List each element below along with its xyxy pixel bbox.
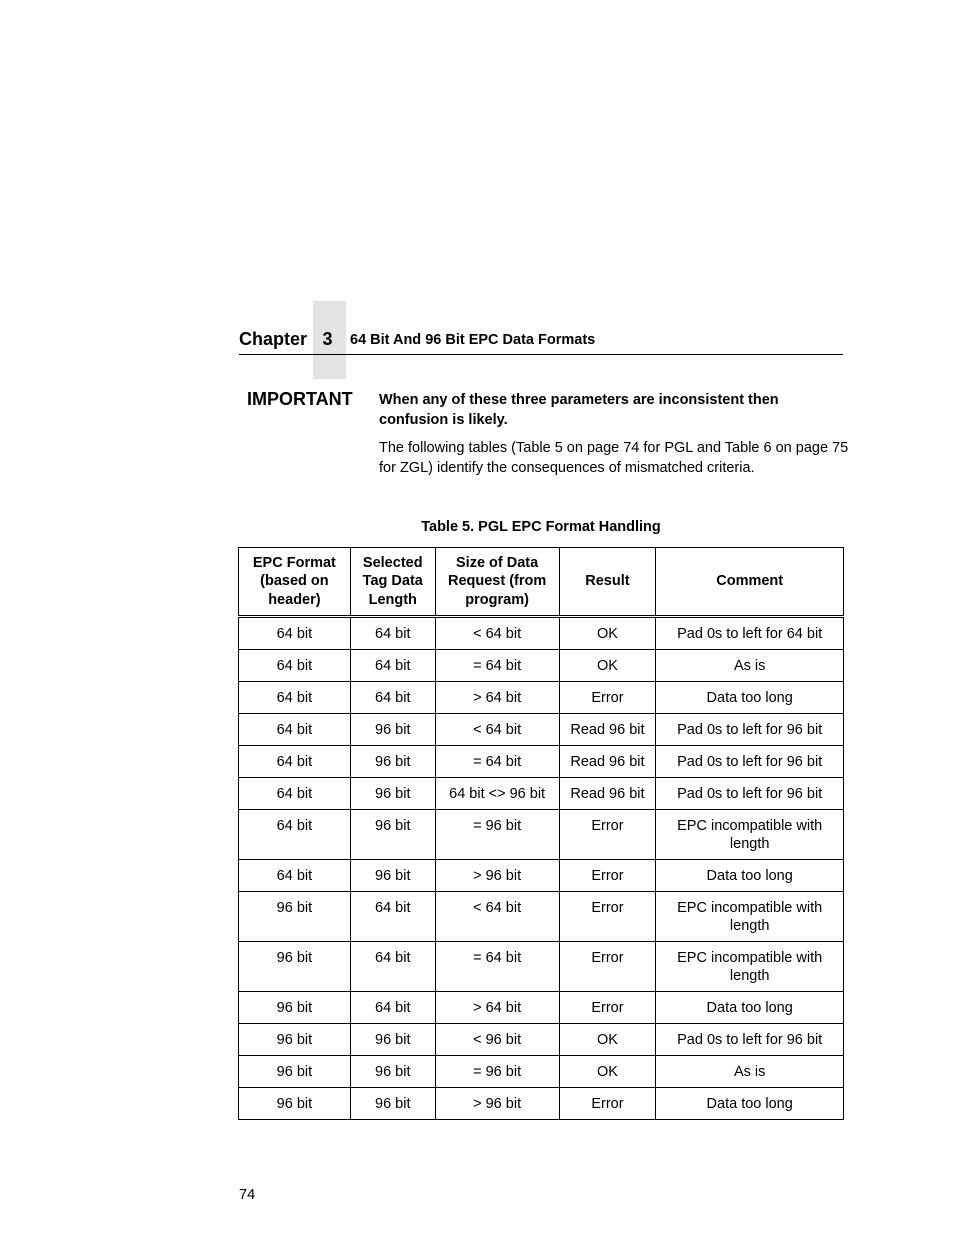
epc-format-cell: 64 bit	[239, 860, 351, 892]
epc-format-cell: 96 bit	[239, 892, 351, 942]
tag-data-length-cell: 96 bit	[350, 1088, 435, 1120]
result-cell: OK	[559, 617, 656, 650]
epc-format-cell: 96 bit	[239, 1088, 351, 1120]
table-row	[239, 810, 844, 860]
page-number: 74	[239, 1187, 256, 1203]
table-row	[239, 650, 844, 682]
data-request-size-cell: < 96 bit	[435, 1024, 559, 1056]
chapter-number: 3	[322, 329, 333, 349]
data-request-size-cell: = 64 bit	[435, 942, 559, 992]
data-request-size-cell: = 96 bit	[435, 1056, 559, 1088]
tag-data-length-cell: 96 bit	[350, 860, 435, 892]
table-row	[239, 682, 844, 714]
table-row	[239, 1088, 844, 1120]
comment-cell: As is	[656, 650, 844, 682]
comment-cell: Data too long	[656, 682, 844, 714]
epc-format-cell: 64 bit	[239, 682, 351, 714]
comment-cell: As is	[656, 1056, 844, 1088]
table-row	[239, 942, 844, 992]
tag-data-length-cell: 96 bit	[350, 1024, 435, 1056]
comment-cell: Pad 0s to left for 64 bit	[656, 617, 844, 650]
table-row	[239, 617, 844, 650]
important-text: When any of these three parameters are inconsistent then confusion is likely.	[379, 392, 779, 428]
epc-format-table	[238, 547, 844, 1120]
comment-cell: Pad 0s to left for 96 bit	[656, 746, 844, 778]
data-request-size-cell: > 96 bit	[435, 1088, 559, 1120]
comment-cell: EPC incompatible with length	[656, 810, 844, 860]
result-cell: Read 96 bit	[559, 778, 656, 810]
comment-cell: Data too long	[656, 992, 844, 1024]
column-header-comment: Comment	[656, 548, 844, 617]
header-divider	[239, 354, 843, 355]
epc-format-cell: 64 bit	[239, 650, 351, 682]
epc-format-cell: 64 bit	[239, 810, 351, 860]
important-label: IMPORTANT	[247, 389, 353, 409]
result-cell: Error	[559, 682, 656, 714]
epc-format-cell: 96 bit	[239, 992, 351, 1024]
data-request-size-cell: 64 bit <> 96 bit	[435, 778, 559, 810]
data-request-size-cell: < 64 bit	[435, 617, 559, 650]
result-cell: Read 96 bit	[559, 714, 656, 746]
column-header-data-request-size: Size of Data Request (from program)	[435, 548, 559, 617]
result-cell: Error	[559, 992, 656, 1024]
tag-data-length-cell: 64 bit	[350, 617, 435, 650]
comment-cell: Data too long	[656, 1088, 844, 1120]
comment-cell: Data too long	[656, 860, 844, 892]
tag-data-length-cell: 96 bit	[350, 778, 435, 810]
comment-cell: Pad 0s to left for 96 bit	[656, 778, 844, 810]
epc-format-cell: 64 bit	[239, 778, 351, 810]
table-header	[239, 548, 844, 617]
header-row	[239, 548, 844, 617]
data-request-size-cell: < 64 bit	[435, 714, 559, 746]
tag-data-length-cell: 96 bit	[350, 810, 435, 860]
tag-data-length-cell: 64 bit	[350, 942, 435, 992]
table-row	[239, 746, 844, 778]
table-row	[239, 778, 844, 810]
chapter-label: Chapter	[239, 329, 308, 349]
data-request-size-cell: > 64 bit	[435, 992, 559, 1024]
tag-data-length-cell: 64 bit	[350, 992, 435, 1024]
comment-cell: EPC incompatible with length	[656, 942, 844, 992]
table-row	[239, 1056, 844, 1088]
body-paragraph: The following tables (Table 5 on page 74 for PGL and Table 6 on page 75 for ZGL) identify the consequences of mismatched criteria.	[379, 440, 849, 476]
result-cell: OK	[559, 1024, 656, 1056]
comment-cell: Pad 0s to left for 96 bit	[656, 714, 844, 746]
tag-data-length-cell: 64 bit	[350, 682, 435, 714]
result-cell: Error	[559, 1088, 656, 1120]
section-title: 64 Bit And 96 Bit EPC Data Formats	[350, 332, 596, 348]
column-header-epc-format: EPC Format (based on header)	[239, 548, 351, 617]
data-request-size-cell: < 64 bit	[435, 892, 559, 942]
result-cell: OK	[559, 1056, 656, 1088]
table-body	[239, 617, 844, 1120]
epc-format-cell: 64 bit	[239, 714, 351, 746]
result-cell: Error	[559, 892, 656, 942]
tag-data-length-cell: 64 bit	[350, 892, 435, 942]
data-request-size-cell: = 96 bit	[435, 810, 559, 860]
data-request-size-cell: > 64 bit	[435, 682, 559, 714]
tag-data-length-cell: 96 bit	[350, 714, 435, 746]
epc-format-cell: 96 bit	[239, 1056, 351, 1088]
result-cell: Error	[559, 942, 656, 992]
data-request-size-cell: = 64 bit	[435, 650, 559, 682]
table-row	[239, 892, 844, 942]
comment-cell: EPC incompatible with length	[656, 892, 844, 942]
table-row	[239, 714, 844, 746]
column-header-tag-data-length: Selected Tag Data Length	[350, 548, 435, 617]
tag-data-length-cell: 96 bit	[350, 746, 435, 778]
result-cell: Error	[559, 810, 656, 860]
result-cell: OK	[559, 650, 656, 682]
table-caption: Table 5. PGL EPC Format Handling	[421, 519, 661, 535]
comment-cell: Pad 0s to left for 96 bit	[656, 1024, 844, 1056]
table-row	[239, 860, 844, 892]
epc-format-cell: 64 bit	[239, 617, 351, 650]
table-row	[239, 1024, 844, 1056]
table-row	[239, 992, 844, 1024]
epc-format-cell: 96 bit	[239, 942, 351, 992]
tag-data-length-cell: 64 bit	[350, 650, 435, 682]
column-header-result: Result	[559, 548, 656, 617]
result-cell: Error	[559, 860, 656, 892]
tag-data-length-cell: 96 bit	[350, 1056, 435, 1088]
data-request-size-cell: = 64 bit	[435, 746, 559, 778]
result-cell: Read 96 bit	[559, 746, 656, 778]
data-request-size-cell: > 96 bit	[435, 860, 559, 892]
epc-format-cell: 64 bit	[239, 746, 351, 778]
epc-format-cell: 96 bit	[239, 1024, 351, 1056]
